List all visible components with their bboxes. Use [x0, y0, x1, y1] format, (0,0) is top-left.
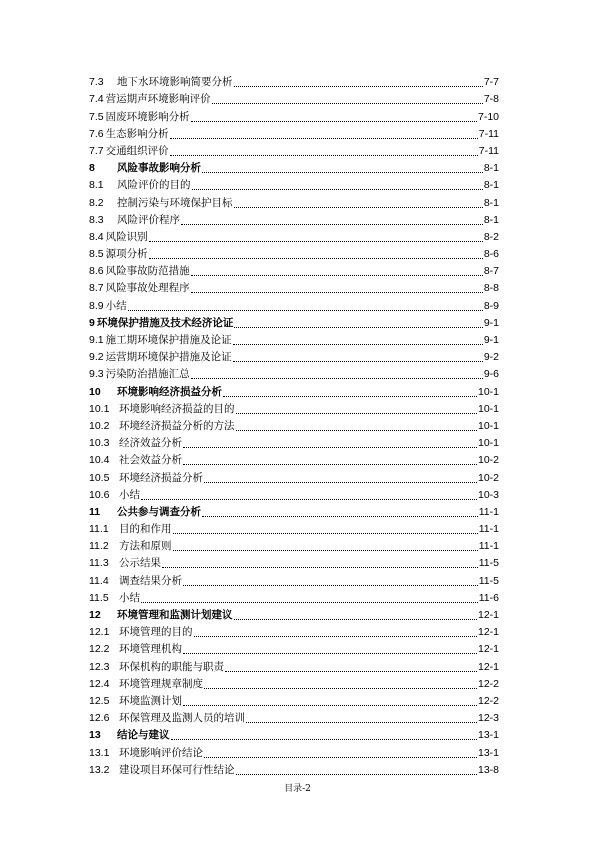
- toc-entry-page: 7-7: [483, 76, 499, 89]
- toc-dot-leader: [181, 214, 483, 225]
- toc-entry-number: 11.1: [89, 523, 109, 536]
- toc-entry[interactable]: [89, 244, 499, 261]
- toc-entry-number: 7.7: [89, 144, 104, 157]
- toc-entry-page: 12-2: [477, 677, 499, 690]
- toc-entry-number: 12.6: [89, 712, 110, 725]
- toc-entry-title: 施工期环境保护措施及论证: [105, 334, 232, 346]
- toc-entry-number: 10.2: [89, 419, 110, 432]
- toc-entry[interactable]: [89, 278, 499, 295]
- toc-entry-page: 12-1: [477, 660, 499, 673]
- toc-entry-number: 8.3: [89, 213, 104, 226]
- toc-entry-title: 运营期环境保护措施及论证: [105, 351, 232, 364]
- toc-dot-leader: [141, 489, 477, 500]
- toc-entry[interactable]: [89, 141, 499, 158]
- toc-entry-page: 11-6: [478, 591, 499, 604]
- toc-entry-page: 7-10: [477, 110, 499, 123]
- toc-entry-number: 8.7: [89, 282, 104, 295]
- toc-entry-page: 10-1: [477, 419, 499, 432]
- toc-entry-title: 环境影响经济损益分析: [117, 385, 222, 398]
- toc-dot-leader: [236, 420, 477, 431]
- toc-entry[interactable]: [89, 656, 499, 673]
- toc-entry-page: 12-1: [477, 609, 499, 621]
- toc-entry-number: 8: [89, 162, 95, 175]
- toc-entry-number: 8.9: [89, 299, 104, 312]
- toc-entry-title: 经济效益分析: [119, 437, 182, 450]
- toc-entry-number: 12.5: [89, 694, 110, 707]
- toc-entry-number: 12.3: [89, 660, 110, 673]
- toc-entry-number: 8.6: [89, 265, 104, 278]
- toc-entry[interactable]: [89, 674, 499, 691]
- toc-dot-leader: [173, 523, 478, 534]
- toc-dot-leader: [204, 678, 477, 689]
- toc-entry[interactable]: [89, 502, 499, 519]
- toc-entry-page: 8-1: [483, 213, 499, 226]
- toc-dot-leader: [236, 764, 477, 775]
- toc-entry-number: 12.2: [89, 643, 110, 656]
- toc-entry-page: 7-8: [483, 93, 499, 106]
- toc-entry-number: 13: [89, 729, 101, 742]
- table-of-contents: [89, 72, 499, 777]
- toc-entry[interactable]: [89, 72, 499, 89]
- toc-entry[interactable]: [89, 433, 499, 450]
- toc-entry[interactable]: [89, 313, 499, 330]
- toc-entry-title: 风险评价程序: [117, 213, 180, 226]
- toc-entry-page: 8-7: [483, 265, 499, 278]
- toc-dot-leader: [194, 626, 477, 637]
- toc-entry-title: 环境管理规章制度: [119, 677, 203, 690]
- toc-entry[interactable]: [89, 622, 499, 639]
- toc-entry-number: 8.2: [89, 196, 104, 209]
- toc-entry-page: 11-1: [478, 540, 499, 553]
- toc-entry-page: 8-1: [483, 196, 499, 209]
- toc-entry-page: 13-1: [477, 729, 499, 742]
- toc-entry-number: 13.2: [89, 763, 110, 776]
- toc-entry[interactable]: [89, 295, 499, 312]
- toc-entry[interactable]: [89, 416, 499, 433]
- toc-entry[interactable]: [89, 106, 499, 123]
- toc-dot-leader: [233, 334, 483, 345]
- toc-dot-leader: [183, 575, 478, 586]
- toc-entry-number: 7.5: [89, 110, 104, 123]
- toc-entry-title: 小结: [119, 591, 140, 604]
- toc-dot-leader: [191, 265, 483, 276]
- toc-entry-title: 生态影响分析: [105, 127, 169, 140]
- toc-entry-title: 环境保护措施及技术经济论证: [96, 316, 234, 329]
- toc-entry-number: 11.5: [89, 591, 109, 604]
- toc-entry-number: 10: [89, 385, 101, 398]
- toc-entry[interactable]: [89, 639, 499, 656]
- toc-entry[interactable]: [89, 158, 499, 175]
- toc-entry-number: 10.3: [89, 437, 110, 450]
- toc-entry[interactable]: [89, 381, 499, 398]
- toc-entry-title: 方法和原则: [119, 540, 172, 553]
- toc-entry-title: 营运期声环境影响评价: [105, 93, 211, 106]
- toc-entry[interactable]: [89, 570, 499, 587]
- toc-dot-leader: [171, 729, 477, 740]
- toc-dot-leader: [128, 300, 483, 311]
- toc-entry-page: 13-8: [477, 763, 499, 776]
- toc-entry-page: 10-1: [477, 402, 499, 415]
- toc-entry-title: 风险事故影响分析: [117, 162, 201, 175]
- toc-entry[interactable]: [89, 124, 499, 141]
- toc-entry-page: 9-1: [483, 334, 499, 346]
- toc-entry[interactable]: [89, 261, 499, 278]
- toc-entry-page: 10-1: [477, 385, 499, 398]
- toc-entry[interactable]: [89, 519, 499, 536]
- toc-dot-leader: [173, 540, 478, 551]
- toc-entry[interactable]: [89, 175, 499, 192]
- toc-entry[interactable]: [89, 742, 499, 759]
- toc-entry[interactable]: [89, 553, 499, 570]
- toc-dot-leader: [234, 197, 483, 208]
- toc-entry-title: 小结: [105, 299, 127, 312]
- toc-dot-leader: [204, 747, 477, 758]
- toc-dot-leader: [192, 179, 483, 190]
- toc-dot-leader: [246, 712, 477, 723]
- toc-dot-leader: [183, 643, 477, 654]
- toc-dot-leader: [202, 506, 478, 517]
- toc-entry-title: 风险评价的目的: [117, 179, 191, 192]
- toc-entry[interactable]: [89, 347, 499, 364]
- toc-entry-page: 11-5: [478, 574, 499, 587]
- toc-entry-page: 12-1: [477, 643, 499, 656]
- toc-entry-page: 8-6: [483, 248, 499, 261]
- toc-entry-title: 控制污染与环境保护目标: [117, 196, 233, 209]
- toc-entry-number: 7.3: [89, 76, 104, 89]
- toc-dot-leader: [233, 351, 483, 362]
- toc-dot-leader: [170, 128, 478, 139]
- toc-entry-page: 8-1: [483, 162, 499, 175]
- toc-entry-title: 公示结果: [119, 557, 161, 570]
- toc-dot-leader: [223, 386, 477, 397]
- toc-entry-page: 9-2: [483, 351, 499, 364]
- toc-entry-title: 环境影响评价结论: [119, 746, 203, 759]
- toc-entry[interactable]: [89, 725, 499, 742]
- toc-entry[interactable]: [89, 708, 499, 725]
- page-footer: 目录-2: [284, 784, 311, 794]
- toc-entry-number: 10.1: [89, 402, 110, 415]
- toc-dot-leader: [234, 76, 483, 87]
- toc-entry-number: 8.5: [89, 248, 104, 261]
- toc-entry[interactable]: [89, 760, 499, 777]
- toc-entry-number: 10.5: [89, 471, 110, 484]
- toc-entry-page: 10-1: [477, 437, 499, 450]
- toc-entry[interactable]: [89, 364, 499, 381]
- toc-entry-number: 11: [89, 505, 101, 518]
- toc-entry-page: 13-1: [477, 746, 499, 759]
- toc-entry-number: 8.4: [89, 230, 104, 243]
- toc-entry-page: 11-1: [478, 505, 499, 518]
- toc-entry-page: 11-1: [478, 523, 499, 536]
- toc-entry-title: 环境管理机构: [119, 643, 182, 656]
- toc-entry[interactable]: [89, 467, 499, 484]
- toc-dot-leader: [183, 437, 477, 448]
- toc-entry[interactable]: [89, 605, 499, 622]
- toc-entry-page: 8-9: [483, 299, 499, 312]
- toc-entry-page: 8-1: [483, 179, 499, 192]
- toc-entry-title: 环境监测计划: [119, 694, 182, 707]
- toc-entry-page: 9-6: [483, 368, 499, 381]
- toc-entry-title: 环境经济损益分析的方法: [119, 419, 235, 432]
- toc-dot-leader: [141, 592, 478, 603]
- toc-entry-number: 11.3: [89, 557, 109, 570]
- toc-dot-leader: [191, 368, 483, 379]
- toc-entry[interactable]: [89, 399, 499, 416]
- toc-entry[interactable]: [89, 536, 499, 553]
- toc-entry[interactable]: [89, 89, 499, 106]
- toc-dot-leader: [170, 145, 478, 156]
- toc-entry-title: 公共参与调查分析: [117, 505, 201, 518]
- toc-entry-title: 目的和作用: [119, 523, 172, 536]
- toc-dot-leader: [225, 661, 477, 672]
- toc-entry-page: 8-8: [483, 282, 499, 295]
- toc-entry-title: 风险事故处理程序: [105, 282, 190, 295]
- toc-entry-number: 12: [89, 609, 101, 621]
- toc-entry-title: 建设项目环保可行性结论: [119, 763, 235, 776]
- toc-entry-page: 10-2: [477, 471, 499, 484]
- toc-entry[interactable]: [89, 450, 499, 467]
- toc-dot-leader: [183, 454, 477, 465]
- toc-entry-number: 12.4: [89, 677, 110, 690]
- toc-entry-number: 13.1: [89, 746, 110, 759]
- toc-entry-title: 风险事故防范措施: [105, 265, 190, 278]
- toc-entry-title: 调查结果分析: [119, 574, 182, 587]
- toc-entry-page: 7-11: [478, 127, 499, 140]
- toc-dot-leader: [149, 231, 483, 242]
- toc-entry-page: 11-5: [478, 557, 499, 570]
- toc-dot-leader: [236, 403, 477, 414]
- toc-dot-leader: [162, 557, 478, 568]
- toc-entry-title: 结论与建议: [117, 729, 170, 742]
- toc-entry[interactable]: [89, 227, 499, 244]
- toc-entry[interactable]: [89, 588, 499, 605]
- toc-dot-leader: [183, 695, 477, 706]
- toc-entry-title: 小结: [119, 488, 140, 501]
- toc-dot-leader: [204, 472, 477, 483]
- toc-entry-page: 10-2: [477, 454, 499, 467]
- toc-entry-number: 12.1: [89, 626, 110, 639]
- toc-entry-number: 11.4: [89, 574, 109, 587]
- toc-entry-number: 10.6: [89, 488, 110, 501]
- toc-entry-number: 10.4: [89, 454, 110, 467]
- toc-entry-page: 9-1: [483, 316, 499, 329]
- toc-entry-title: 环保管理及监测人员的培训: [119, 712, 245, 725]
- toc-entry-title: 固废环境影响分析: [105, 110, 190, 123]
- toc-entry-page: 12-2: [477, 694, 499, 707]
- toc-entry-title: 环境管理的目的: [119, 626, 193, 639]
- toc-dot-leader: [202, 162, 483, 173]
- toc-entry-title: 交通组织评价: [105, 144, 169, 157]
- toc-dot-leader: [191, 282, 483, 293]
- toc-entry-number: 9.1: [89, 334, 104, 346]
- toc-entry-title: 源项分析: [105, 248, 148, 261]
- toc-entry[interactable]: [89, 192, 499, 209]
- toc-dot-leader: [212, 93, 483, 104]
- toc-dot-leader: [191, 111, 477, 122]
- toc-entry-number: 7.4: [89, 93, 104, 106]
- toc-entry-title: 环境影响经济损益的目的: [119, 402, 235, 415]
- toc-entry-title: 社会效益分析: [119, 454, 182, 467]
- toc-entry-number: 8.1: [89, 179, 104, 192]
- toc-entry-title: 环境管理和监测计划建议: [117, 609, 233, 621]
- toc-entry-title: 风险识别: [105, 230, 148, 243]
- toc-entry-page: 12-3: [477, 712, 499, 725]
- toc-entry[interactable]: [89, 485, 499, 502]
- toc-entry-page: 10-3: [477, 488, 499, 501]
- toc-entry-number: 9.2: [89, 351, 104, 364]
- toc-entry-title: 污染防治措施汇总: [105, 368, 190, 381]
- toc-entry-number: 9.3: [89, 368, 104, 381]
- toc-entry-page: 7-11: [478, 144, 499, 157]
- toc-entry[interactable]: [89, 330, 499, 347]
- toc-entry[interactable]: [89, 691, 499, 708]
- toc-dot-leader: [234, 317, 482, 328]
- toc-entry-title: 环保机构的职能与职责: [119, 660, 224, 673]
- toc-entry-number: 9: [89, 316, 95, 329]
- toc-entry[interactable]: [89, 210, 499, 227]
- toc-dot-leader: [149, 248, 483, 259]
- toc-entry-title: 地下水环境影响简要分析: [117, 76, 233, 89]
- toc-entry-number: 11.2: [89, 540, 109, 553]
- toc-entry-page: 8-2: [483, 230, 499, 243]
- toc-dot-leader: [234, 609, 477, 620]
- toc-entry-title: 环境经济损益分析: [119, 471, 203, 484]
- toc-entry-page: 12-1: [477, 626, 499, 639]
- toc-entry-number: 7.6: [89, 127, 104, 140]
